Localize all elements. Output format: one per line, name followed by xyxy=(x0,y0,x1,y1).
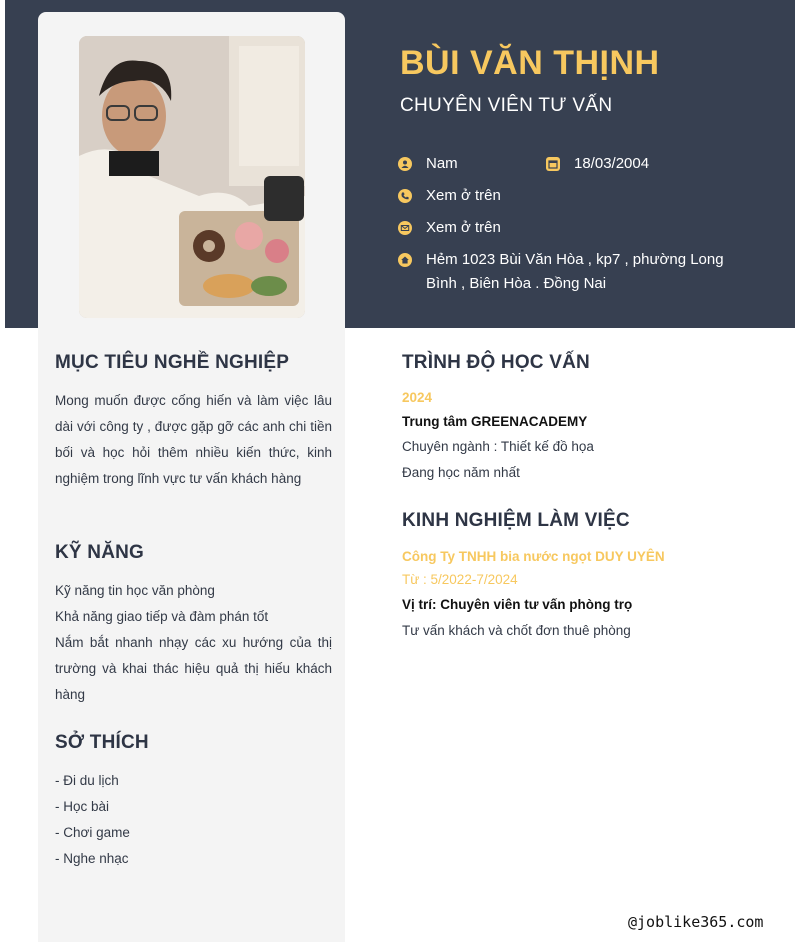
list-item: Khả năng giao tiếp và đàm phán tốt xyxy=(55,609,269,624)
email-value: Xem ở trên xyxy=(426,219,501,236)
skills-list xyxy=(55,578,332,708)
address-value: Hẻm 1023 Bùi Văn Hòa , kp7 , phường Long Bình , Biên Hòa . Đồng Nai xyxy=(426,251,724,292)
list-item: - Học bài xyxy=(55,799,110,814)
gender-value: Nam xyxy=(426,155,458,172)
phone-value: Xem ở trên xyxy=(426,187,501,204)
envelope-icon xyxy=(398,221,412,235)
hobbies-list xyxy=(55,768,332,872)
list-item: - Nghe nhạc xyxy=(55,851,129,866)
experience-position: Vị trí: Chuyên viên tư vấn phòng trọ xyxy=(402,597,633,612)
education-heading: TRÌNH ĐỘ HỌC VẤN xyxy=(402,352,590,373)
calendar-icon xyxy=(546,157,560,171)
education-status: Đang học năm nhất xyxy=(402,465,520,480)
list-item: Nắm bắt nhanh nhạy các xu hướng của thị trường và khai thác hiệu quả thị hiếu khách hàng xyxy=(55,635,332,702)
user-icon xyxy=(398,157,412,171)
experience-heading: KINH NGHIỆM LÀM VIỆC xyxy=(402,510,630,531)
list-item: - Đi du lịch xyxy=(55,773,119,788)
list-item: - Chơi game xyxy=(55,825,130,840)
gender-row xyxy=(398,152,538,176)
experience-company: Công Ty TNHH bia nước ngọt DUY UYÊN xyxy=(402,549,665,564)
email-row xyxy=(398,216,738,240)
phone-icon xyxy=(398,189,412,203)
education-school: Trung tâm GREENACADEMY xyxy=(402,414,588,429)
home-icon xyxy=(398,253,412,267)
address-row xyxy=(398,248,748,296)
objective-text: Mong muốn được cống hiến và làm việc lâu dài với công ty , được gặp gỡ các anh chi tiền bối và học hỏi thêm nhiều kiến thức, kinh nghiệm trong lĩnh vực tư vấn khách hàng xyxy=(55,393,332,486)
birthdate-row xyxy=(546,152,746,176)
candidate-title: CHUYÊN VIÊN TƯ VẤN xyxy=(400,95,613,116)
education-major: Chuyên ngành : Thiết kế đồ họa xyxy=(402,439,594,454)
skills-heading: KỸ NĂNG xyxy=(55,542,145,563)
phone-row xyxy=(398,184,738,208)
education-year: 2024 xyxy=(402,390,433,405)
experience-period: Từ : 5/2022-7/2024 xyxy=(402,572,518,587)
birthdate-value: 18/03/2004 xyxy=(574,155,650,172)
profile-photo xyxy=(79,36,305,318)
list-item: Kỹ năng tin học văn phòng xyxy=(55,583,215,598)
hobbies-heading: SỞ THÍCH xyxy=(55,732,149,753)
experience-description: Tư vấn khách và chốt đơn thuê phòng xyxy=(402,623,631,638)
candidate-name: BÙI VĂN THỊNH xyxy=(400,44,660,82)
objective-heading: MỤC TIÊU NGHỀ NGHIỆP xyxy=(55,352,290,373)
watermark: @joblike365.com xyxy=(628,913,764,931)
